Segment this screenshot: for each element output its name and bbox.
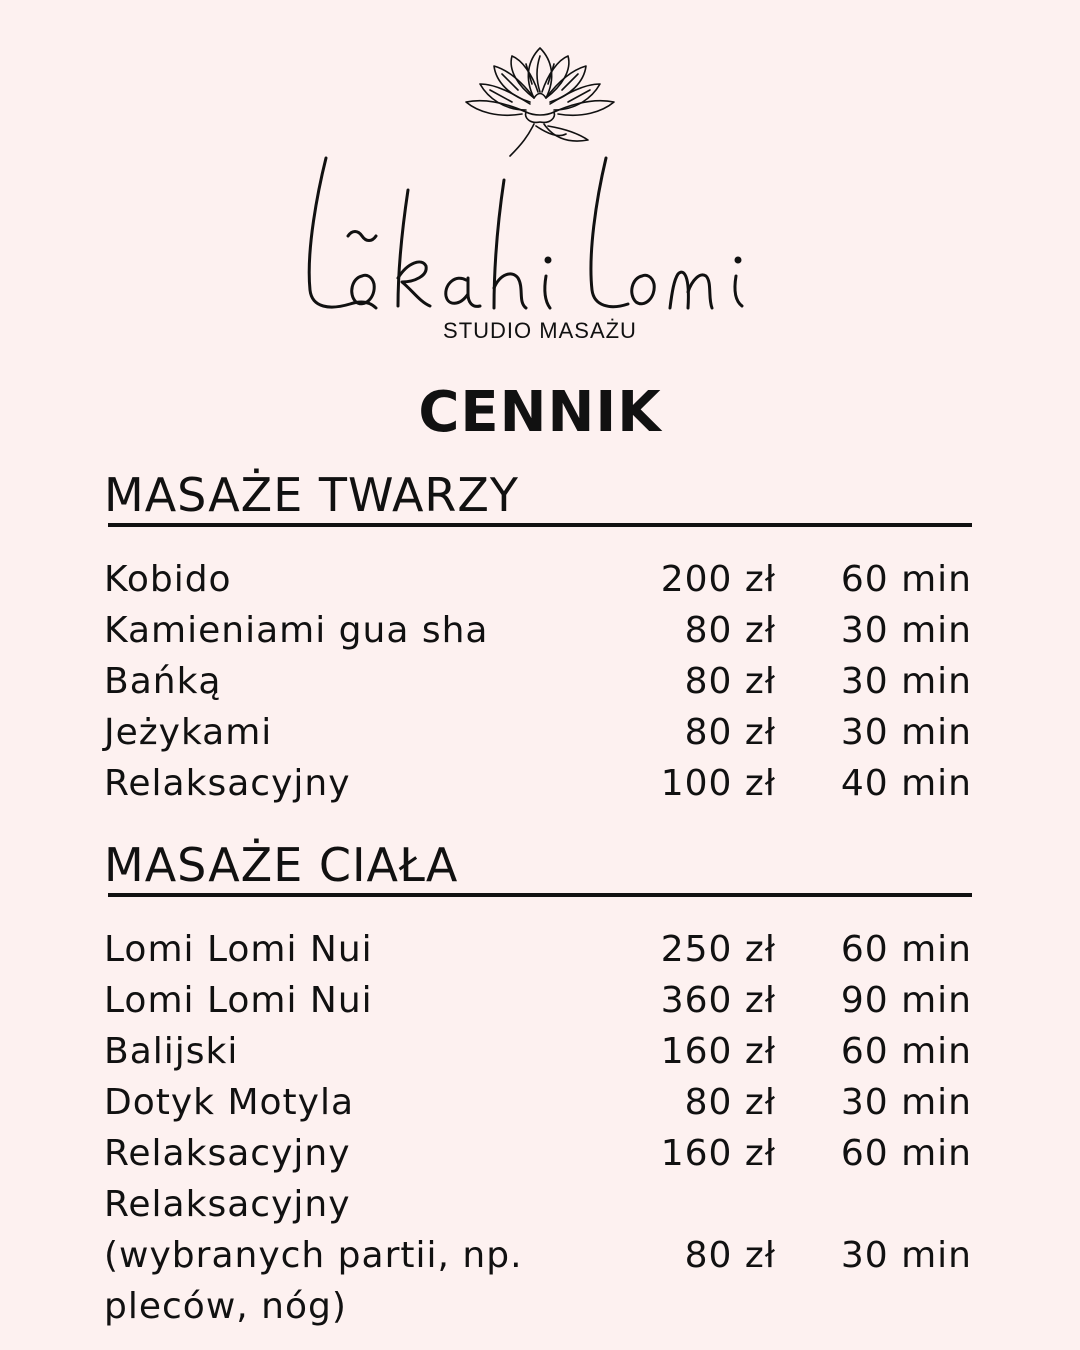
section-title-face-massage: MASAŻE TWARZY (104, 468, 519, 522)
service-price: 80 zł (684, 1082, 776, 1123)
service-name: Jeżykami (104, 712, 273, 753)
service-name: Kobido (104, 559, 232, 600)
section-divider (108, 893, 972, 897)
service-name: Lomi Lomi Nui (104, 929, 373, 970)
service-name: Dotyk Motyla (104, 1082, 355, 1123)
price-row (104, 1027, 972, 1077)
brand-logo (290, 40, 790, 320)
service-price: 80 zł (684, 1235, 776, 1276)
section-divider (108, 523, 972, 527)
service-duration: 40 min (840, 763, 972, 804)
service-name-line: pleców, nóg) (104, 1286, 347, 1327)
price-row (104, 1282, 972, 1332)
service-duration: 60 min (840, 559, 972, 600)
price-row (104, 976, 972, 1026)
service-name-line: Relaksacyjny (104, 1184, 351, 1225)
service-price: 80 zł (684, 712, 776, 753)
service-duration: 30 min (840, 712, 972, 753)
service-price: 200 zł (660, 559, 776, 600)
service-price: 160 zł (660, 1133, 776, 1174)
service-duration: 60 min (840, 1031, 972, 1072)
lotus-icon (466, 48, 614, 156)
section-title-body-massage: MASAŻE CIAŁA (104, 838, 459, 892)
service-name: Bańką (104, 661, 222, 702)
service-name: Lomi Lomi Nui (104, 980, 373, 1021)
service-name: Relaksacyjny (104, 763, 351, 804)
service-price: 360 zł (660, 980, 776, 1021)
service-duration: 30 min (840, 1082, 972, 1123)
price-row (104, 1180, 972, 1230)
price-row (104, 925, 972, 975)
service-duration: 30 min (840, 661, 972, 702)
price-row (104, 1129, 972, 1179)
service-duration: 30 min (840, 610, 972, 651)
price-row (104, 759, 972, 809)
brand-script-lettering (309, 158, 742, 308)
page-title: CENNIK (418, 380, 662, 445)
brand-subtitle: STUDIO MASAŻU (443, 318, 637, 343)
service-duration: 60 min (840, 1133, 972, 1174)
service-name-line: (wybranych partii, np. (104, 1235, 523, 1276)
service-duration: 90 min (840, 980, 972, 1021)
service-price: 250 zł (660, 929, 776, 970)
service-price: 80 zł (684, 610, 776, 651)
service-duration: 30 min (840, 1235, 972, 1276)
service-price: 100 zł (660, 763, 776, 804)
price-row (104, 1078, 972, 1128)
price-row (104, 657, 972, 707)
price-row (104, 1231, 972, 1281)
service-name: Kamieniami gua sha (104, 610, 489, 651)
service-price: 160 zł (660, 1031, 776, 1072)
service-price: 80 zł (684, 661, 776, 702)
price-row (104, 555, 972, 605)
service-name: Balijski (104, 1031, 239, 1072)
service-name: Relaksacyjny (104, 1133, 351, 1174)
price-row (104, 708, 972, 758)
service-duration: 60 min (840, 929, 972, 970)
price-row (104, 606, 972, 656)
